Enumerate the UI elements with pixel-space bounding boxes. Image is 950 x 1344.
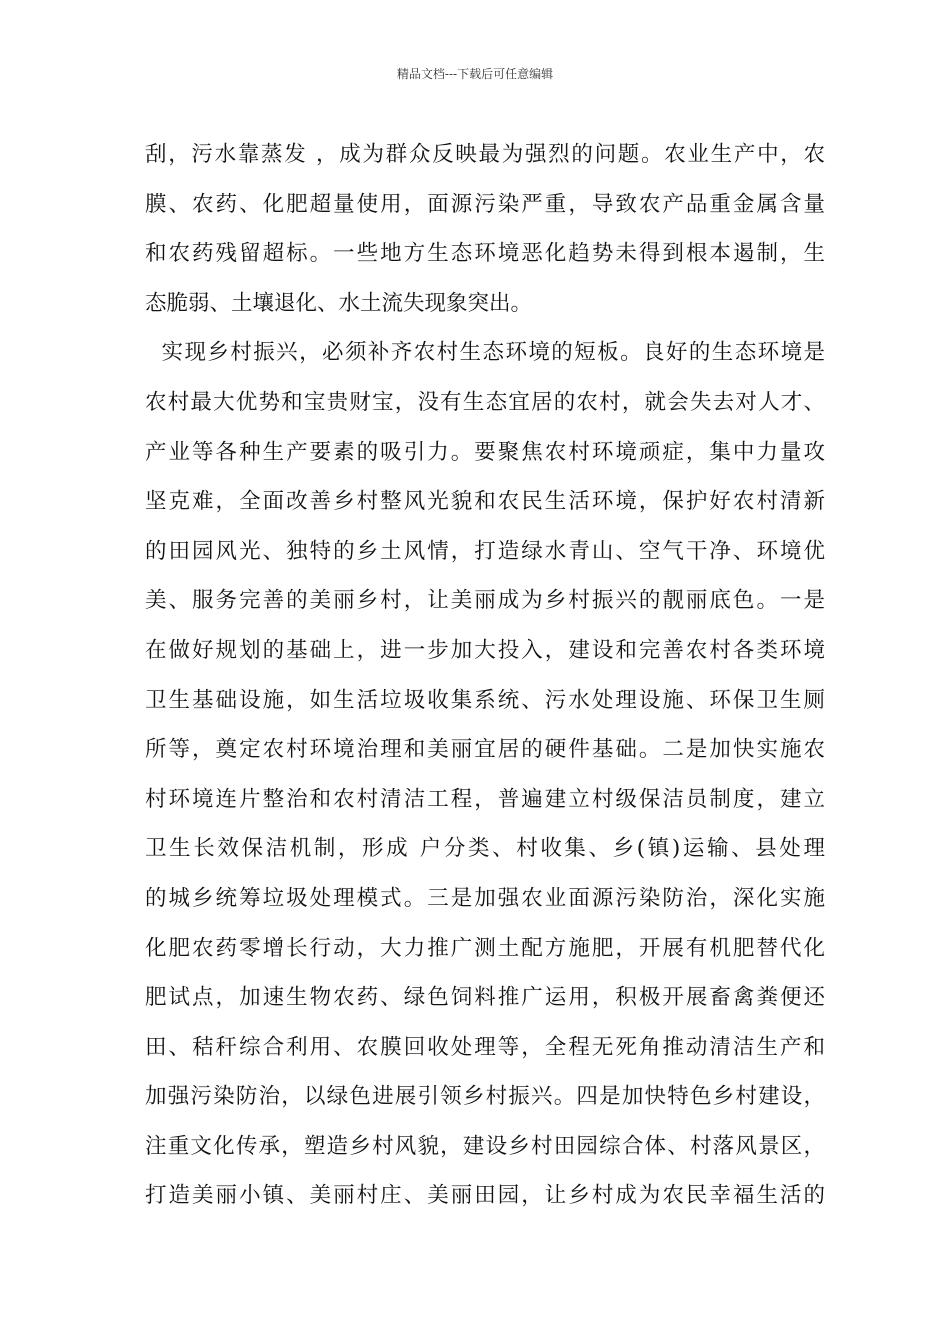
text-line: 加强污染防治，以绿色进展引领乡村振兴。四是加快特色乡村建设， xyxy=(145,1084,825,1110)
text-line: 卫生基础设施，如生活垃圾收集系统、污水处理设施、环保卫生厕 xyxy=(145,687,825,713)
text-line: 肥试点，加速生物农药、绿色饲料推广运用，积极开展畜禽粪便还 xyxy=(145,985,825,1011)
text-line: 村环境连片整治和农村清洁工程，普遍建立村级保洁员制度，建立 xyxy=(145,786,825,812)
body-text xyxy=(145,130,825,1221)
text-line: 所等，奠定农村环境治理和美丽宜居的硬件基础。二是加快实施农 xyxy=(145,737,825,763)
text-line: 在做好规划的基础上，进一步加大投入，建设和完善农村各类环境 xyxy=(145,637,825,663)
text-line: 的城乡统筹垃圾处理模式。三是加强农业面源污染防治，深化实施 xyxy=(145,885,825,911)
text-line: 化肥农药零增长行动，大力推广测土配方施肥，开展有机肥替代化 xyxy=(145,935,825,961)
text-line: 的田园风光、独特的乡土风情，打造绿水青山、空气干净、环境优 xyxy=(145,538,825,564)
text-line: 农村最大优势和宝贵财宝，没有生态宜居的农村，就会失去对人才、 xyxy=(145,389,825,415)
text-line: 坚克难，全面改善乡村整风光貌和农民生活环境，保护好农村清新 xyxy=(145,489,825,515)
text-line: 卫生长效保洁机制，形成 户分类、村收集、乡(镇)运输、县处理 xyxy=(145,836,825,862)
text-line: 和农药残留超标。一些地方生态环境恶化趋势未得到根本遏制，生 xyxy=(145,241,825,267)
text-line: 注重文化传承，塑造乡村风貌，建设乡村田园综合体、村落风景区， xyxy=(145,1133,825,1159)
text-line: 打造美丽小镇、美丽村庄、美丽田园，让乡村成为农民幸福生活的 xyxy=(145,1183,825,1209)
text-line: 刮，污水靠蒸发 ，成为群众反映最为强烈的问题。农业生产中，农 xyxy=(145,142,825,167)
text-line: 态脆弱、土壤退化、水土流失现象突出。 xyxy=(145,290,533,316)
text-line: 美、服务完善的美丽乡村，让美丽成为乡村振兴的靓丽底色。一是 xyxy=(145,588,825,614)
text-line: 田、秸秆综合利用、农膜回收处理等，全程无死角推动清洁生产和 xyxy=(145,1034,825,1060)
text-line: 膜、农药、化肥超量使用，面源污染严重，导致农产品重金属含量 xyxy=(145,191,825,217)
text-line: 产业等各种生产要素的吸引力。要聚焦农村环境顽症，集中力量攻 xyxy=(145,439,825,465)
page-header: 精品文档---下载后可任意编辑 xyxy=(396,67,554,81)
text-line: 实现乡村振兴，必须补齐农村生态环境的短板。良好的生态环境是 xyxy=(145,340,825,366)
